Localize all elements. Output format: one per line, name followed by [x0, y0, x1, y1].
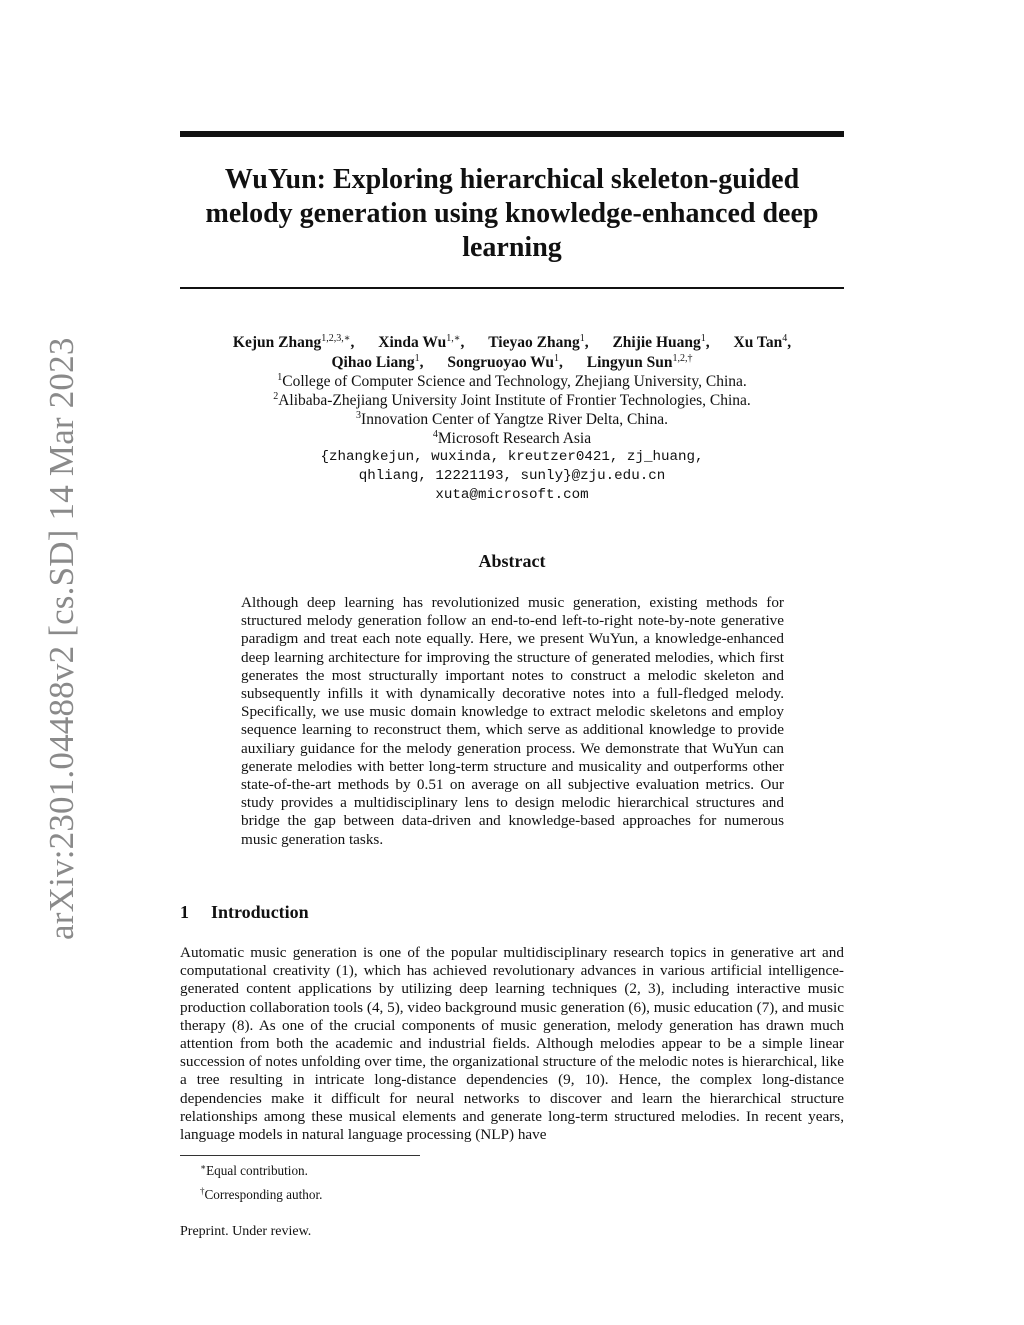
affiliation: $^4$Microsoft Research Asia	[432, 429, 592, 447]
author: Songruoyao Wu$^1$,	[447, 353, 563, 371]
title-line: melody generation using knowledge-enhanced deep	[205, 198, 819, 229]
affiliation: $^1$College of Computer Science and Technology, Zhejiang University, China.	[277, 372, 747, 390]
footnote: ∗Equal contribution.	[200, 1162, 308, 1178]
title-line: WuYun: Exploring hierarchical skeleton-guided	[224, 164, 800, 195]
footnote: †Corresponding author.	[200, 1186, 323, 1202]
title-bottom-rule	[180, 287, 844, 289]
paper-title	[180, 163, 844, 265]
title-top-rule	[180, 131, 844, 137]
author-row	[180, 333, 844, 353]
affiliations	[180, 372, 844, 505]
arxiv-identifier: arXiv:2301.04488v2 [cs.SD] 14 Mar 2023	[42, 337, 81, 940]
author: Lingyun Sun$^{1,2,\dagger}$	[586, 353, 693, 371]
abstract-body: Although deep learning has revolutionized music generation, existing methods for structured melody generation follow an end-to-end left-to-right note-by-note generative paradigm and treat each note equally. Here, we present WuYun, a knowledge-enhanced deep learning architecture for improving the structure of generated melodies, which first generates the most structurally important notes to construct a melodic skeleton and subsequently infills it with dynamically decorative notes into a full-fledged melody. Specifically, we use music domain knowledge to extract melodic skeletons and employ sequence learning to reconstruct them, which serve as additional knowledge to provide auxiliary guidance for the melody generation process. We demonstrate that WuYun can generate melodies with better long-term structure and musicality and outperforms other state-of-the-art methods by 0.51 on average on all subjective evaluation metrics. Our study provides a multidisciplinary lens to design melodic hierarchical structures and bridge the gap between data-driven and knowledge-based approaches for numerous music generation tasks.	[241, 594, 784, 848]
author: Tieyao Zhang$^1$,	[488, 333, 589, 351]
email-line: qhliang, 12221193, sunly}@zju.edu.cn	[358, 468, 666, 484]
abstract-heading: Abstract	[478, 551, 546, 571]
affiliation: $^3$Innovation Center of Yangtze River Delta, China.	[356, 410, 668, 428]
email-line: {zhangkejun, wuxinda, kreutzer0421, zj_huang,	[320, 449, 704, 465]
author-row	[180, 353, 844, 373]
section-title: Introduction	[211, 902, 309, 922]
author: Xinda $Wu^{1,∗}$,	[378, 333, 465, 351]
preprint-notice: Preprint. Under review.	[180, 1224, 312, 1239]
section-heading	[180, 902, 309, 923]
affiliation: $^2$Alibaba-Zhejiang University Joint Institute of Frontier Technologies, China.	[273, 391, 751, 409]
author: Zhijie Huang$^1$,	[612, 333, 710, 351]
footnotes	[200, 1157, 322, 1205]
author: Qihao Liang$^1$,	[331, 353, 424, 371]
title-line: learning	[462, 232, 562, 263]
author-list	[180, 333, 844, 373]
author: Xu Tan$^4$,	[733, 333, 792, 351]
section-number: 1	[180, 902, 189, 922]
footnote-rule	[180, 1155, 420, 1156]
email-line: xuta@microsoft.com	[435, 487, 589, 503]
author: Kejun Zhang$^{1,2,3,∗}$,	[232, 333, 355, 351]
introduction-body: Automatic music generation is one of the popular multidisciplinary research topics in generative art and computational creativity (1), which has achieved revolutionary advances in various artificial intelligence-generated content applications by utilizing deep learning techniques (2, 3), including interactive music production collaboration tools (4, 5), video background music generation (6), music education (7), and music therapy (8). As one of the crucial components of music generation, melody generation has drawn much attention from both the academic and industrial fields. Although melodies appear to be a simple linear succession of notes unfolding over time, the organizational structure of the melodic notes is hierarchical, like a tree resulting in intricate long-distance dependencies (9, 10). Hence, the complex long-distance dependencies make it difficult for neural networks to discover and learn the hierarchical structure relationships among these musical elements and generate long-term structured melodies. In recent years, language models in natural language processing (NLP) have	[180, 944, 844, 1144]
